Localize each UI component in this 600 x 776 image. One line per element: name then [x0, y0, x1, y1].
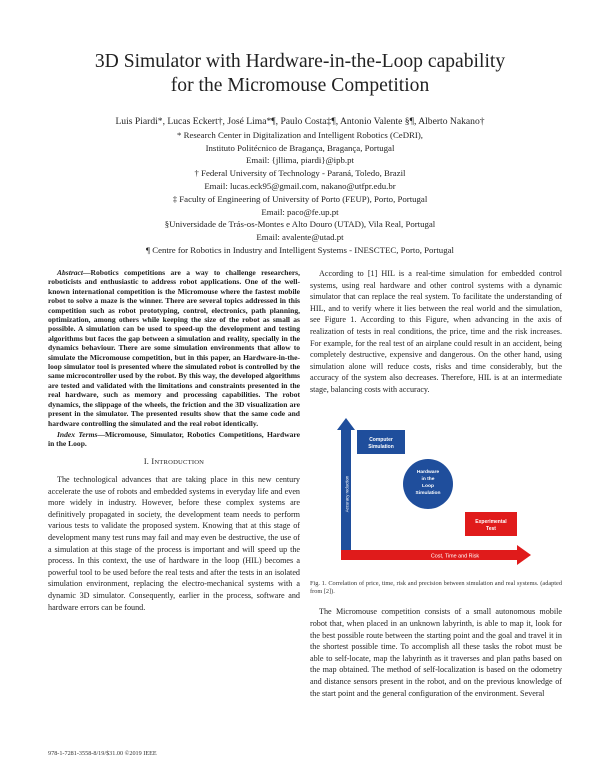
affiliation-line: Email: paco@fe.up.pt — [261, 206, 339, 217]
experimental-test-label: Experimental — [475, 518, 507, 525]
title-line-2: for the Micromouse Competition — [170, 75, 430, 96]
hil-circle-label: Loop — [422, 483, 434, 489]
computer-simulation-label: Simulation — [368, 443, 394, 450]
affiliation-line: Email: lucas.eck95@gmail.com, nakano@utfpr.edu.br — [204, 180, 396, 191]
affiliation-line: Email: {jllima, piardi}@ipb.pt — [246, 155, 354, 166]
experimental-test-label: Test — [486, 525, 496, 532]
author-block — [40, 116, 560, 257]
section-number: I. I — [143, 456, 155, 466]
affiliation-line: * Research Center in Digitalization and Intelligent Robotics (CeDRI), — [176, 129, 423, 140]
figure-caption: Fig. 1. Correlation of price, time, risk and precision between simulation and real systems. (adapted from [2]). — [310, 579, 562, 595]
affiliation-line: ‡ Faculty of Engineering of University of Porto (FEUP), Porto, Portugal — [172, 193, 428, 204]
index-terms-text: —Micromouse, Simulator, Robotics Competitions, Hardware in the Loop. — [48, 429, 300, 449]
affiliation-line: Instituto Politécnico de Bragança, Bragança, Portugal — [205, 142, 395, 153]
introduction — [48, 474, 300, 613]
right-intro — [310, 268, 562, 396]
copyright-footer: 978-1-7281-3558-8/19/$31.00 ©2019 IEEE — [48, 750, 157, 757]
affiliation-line: † Federal University of Technology - Paraná, Toledo, Brazil — [194, 168, 406, 179]
section-heading — [48, 457, 300, 468]
abstract — [48, 268, 300, 428]
index-terms — [48, 430, 300, 449]
x-axis-label: Cost, Time and Risk — [430, 553, 480, 560]
hil-diagram — [335, 418, 535, 568]
paper-title — [20, 50, 580, 98]
intro-paragraph: The technological advances that are taking place in this new century accelerate the use of robots and embedded systems in everyday life and even more widely in industry. However, before these complex systems are definitively propagated in society, the development team needs to perform various tests to validate the proposed system. Knowing that at this stage of development many test runs may fail and may even be destructive, the use of a simulation at this stage of the process is important and will speed up the process. In this context, the use of hardware in the loop (HIL) becomes a powerful tool to be used before the real tests and after the tests in an isolated simulation environment, replacing the electro-mechanical systems with a dynamic 3D simulator. Consequently, earlier in the process, software and hardware errors can be found. — [48, 475, 300, 612]
abstract-text: —Robotics competitions are a way to challenge researchers, roboticists and enthusiastic to address robot applications. One of the well-known international competition is the Micromouse where the fastest mobile robot to solve a maze is the winner. There are several topics addressed in this competition such as robot prototyping, control, electronics, path planning, optimization, among others while keeping the size of the robot as small as possible. A simulation can be used to speed-up the development and testing algorithms but faces the gap between a simulation and reality, specially in the dynamics behaviour. There are some simulation environments that allow to simulate the Micromouse competition, but in this paper, an Hardware-in-the-loop simulator tool is presented where the simulated robot is controlled by the same microcontroller used by the robot. By this way, the developed algorithms are tested and validated with the limitations and constraints presented in the real hardware, such as memory and processing capabilities. The robot dynamics, the slippage of the wheels, the friction and the 3D visualization are present in the simulator. The presented results show that the same code and hardware controlling the simulated and the real robot identically. — [48, 268, 300, 428]
affiliation-line: Email: avalente@utad.pt — [256, 232, 344, 243]
index-terms-lead: Index Terms — [57, 429, 98, 439]
hil-circle-label: in the — [421, 476, 435, 482]
affiliation-line: §Universidade de Trás-os-Montes e Alto Douro (UTAD), Vila Real, Portugal — [164, 219, 436, 230]
right-column — [310, 268, 562, 699]
y-axis-arrowhead — [337, 418, 355, 430]
figure-1 — [310, 418, 562, 578]
micromouse-section — [310, 606, 562, 699]
micromouse-paragraph: The Micromouse competition consists of a small autonomous mobile robot that, when placed in an unknown labyrinth, is able to map it, look for the best possible route between the starting point and the goal and travel it in the shortest possible time. To accomplish all these tasks the robot must be able to self-locate, map the labyrinth as it traverses and plan paths based on the map obtained. The method of self-localization is based on the odometry and distance sensors present in the robot, and on the previous knowledge of the start point and the general configuration of the environment. Several — [310, 607, 562, 698]
abstract-lead: Abstract — [57, 268, 83, 277]
hil-paragraph: According to [1] HIL is a real-time simulation for embedded control systems, using real hardware and other control systems with a dynamic simulator that can replace the real system. To facilitate the understanding of HIL, and to verify where it lies between the real world and the simulation, see Figure 1. According to this Figure, when advancing in the axis of realization of tests in real conditions, the price, time and the risk increases. For example, for the real test of an airplane could result in an accident, being completely destructive, expensive and dangerous. On the other hand, using simulation alone will reduce costs, risks and time considerably, but the accuracy of the system also decreases. Therefore, HIL is at an intermediate stage, balancing costs with accuracy. — [310, 269, 562, 394]
x-axis-arrowhead — [517, 545, 531, 565]
affiliation-line: ¶ Centre for Robotics in Industry and Intelligent Systems - INESCTEC, Porto, Portugal — [146, 244, 454, 255]
title-line-1: 3D Simulator with Hardware-in-the-Loop capability — [94, 51, 506, 72]
hil-circle-label: Hardware — [416, 469, 440, 475]
hil-circle-label: Simulation — [415, 490, 441, 496]
section-title: NTRODUCTION — [154, 458, 205, 466]
y-axis-label: Accuracy reduction — [344, 475, 350, 512]
left-column — [48, 268, 300, 613]
computer-simulation-label: Computer — [369, 436, 393, 443]
author-names: Luis Piardi*, Lucas Eckert†, José Lima*¶, Paulo Costa‡¶, Antonio Valente §¶, Alberto Nakano† — [115, 116, 485, 127]
